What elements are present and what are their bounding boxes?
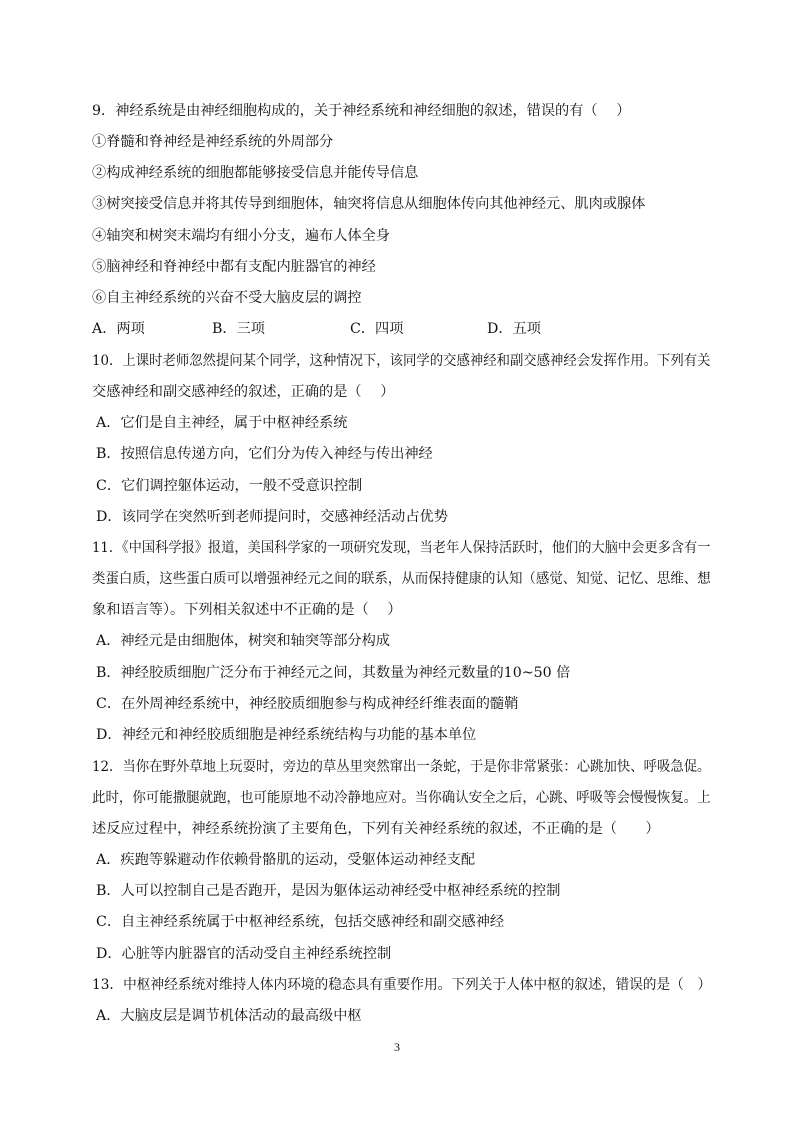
- q12-option-b: B．人可以控制自己是否跑开，是因为躯体运动神经受中枢神经系统的控制: [96, 883, 561, 899]
- q11-option-c: C．在外周神经系统中，神经胶质细胞参与构成神经纤维表面的髓鞘: [96, 696, 519, 712]
- q9-item-4: ④轴突和树突末端均有细小分支，遍布人体全身: [92, 228, 390, 244]
- q11-option-b: B．神经胶质细胞广泛分布于神经元之间，其数量为神经元数量的10~50 倍: [96, 665, 571, 681]
- q12-option-c: C．自主神经系统属于中枢神经系统，包括交感神经和副交感神经: [96, 914, 505, 930]
- q9-option-c: C．四项: [350, 321, 404, 337]
- q12-stem-line-2: 此时，你可能撒腿就跑，也可能原地不动冷静地应对。当你确认安全之后，心跳、呼吸等会慢慢恢复。上: [92, 790, 711, 806]
- q9-stem: 9．神经系统是由神经细胞构成的，关于神经系统和神经细胞的叙述，错误的有（ ）: [92, 103, 631, 119]
- q11-stem-line-1: 11．《中国科学报》报道，美国科学家的一项研究发现，当老年人保持活跃时，他们的大脑中会更多含有一: [92, 540, 711, 556]
- q9-option-b: B．三项: [212, 321, 265, 337]
- q9-item-1: ①脊髓和脊神经是神经系统的外周部分: [92, 134, 334, 150]
- q11-option-d: D．神经元和神经胶质细胞是神经系统结构与功能的基本单位: [96, 727, 477, 743]
- page-number: 3: [394, 1040, 400, 1054]
- q9-item-5: ⑤脑神经和脊神经中都有支配内脏器官的神经: [92, 259, 376, 275]
- q12-option-d: D．心脏等内脏器官的活动受自主神经系统控制: [96, 946, 392, 962]
- q13-option-a: A．大脑皮层是调节机体活动的最高级中枢: [96, 1008, 362, 1024]
- q9-options: [92, 319, 612, 339]
- q9-option-d: D．五项: [487, 321, 541, 337]
- q12-stem-line-1: 12．当你在野外草地上玩耍时，旁边的草丛里突然窜出一条蛇，于是你非常紧张：心跳加快、呼吸急促。: [92, 759, 711, 775]
- q10-option-c: C．它们调控躯体运动，一般不受意识控制: [96, 478, 363, 494]
- q9-item-2: ②构成神经系统的细胞都能够接受信息并能传导信息: [92, 165, 419, 181]
- q9-option-a: A．两项: [92, 321, 145, 337]
- q10-stem-line-1: 10．上课时老师忽然提问某个同学，这种情况下，该同学的交感神经和副交感神经会发挥作用。下列有关: [92, 353, 711, 369]
- q11-stem-line-2: 类蛋白质，这些蛋白质可以增强神经元之间的联系，从而保持健康的认知（感觉、知觉、记忆、思维、想: [92, 571, 711, 587]
- q11-option-a: A．神经元是由细胞体，树突和轴突等部分构成: [96, 633, 390, 649]
- q9-item-6: ⑥自主神经系统的兴奋不受大脑皮层的调控: [92, 290, 362, 306]
- q10-stem-line-2: 交感神经和副交感神经的叙述，正确的是（ ）: [92, 384, 395, 400]
- q12-option-a: A．疾跑等躲避动作依赖骨骼肌的运动，受躯体运动神经支配: [96, 852, 476, 868]
- q12-stem-line-3: 述反应过程中，神经系统扮演了主要角色，下列有关神经系统的叙述，不正确的是（ ）: [92, 821, 660, 837]
- q11-stem-line-3: 象和语言等）。下列相关叙述中不正确的是（ ）: [92, 602, 402, 618]
- q13-stem: 13．中枢神经系统对维持人体内环境的稳态具有重要作用。下列关于人体中枢的叙述，错误的是（ ）: [92, 977, 712, 993]
- q9-item-3: ③树突接受信息并将其传导到细胞体，轴突将信息从细胞体传向其他神经元、肌肉或腺体: [92, 196, 646, 212]
- q10-option-a: A．它们是自主神经，属于中枢神经系统: [96, 415, 348, 431]
- q10-option-b: B．按照信息传递方向，它们分为传入神经与传出神经: [96, 446, 433, 462]
- q10-option-d: D．该同学在突然听到老师提问时，交感神经活动占优势: [96, 509, 448, 525]
